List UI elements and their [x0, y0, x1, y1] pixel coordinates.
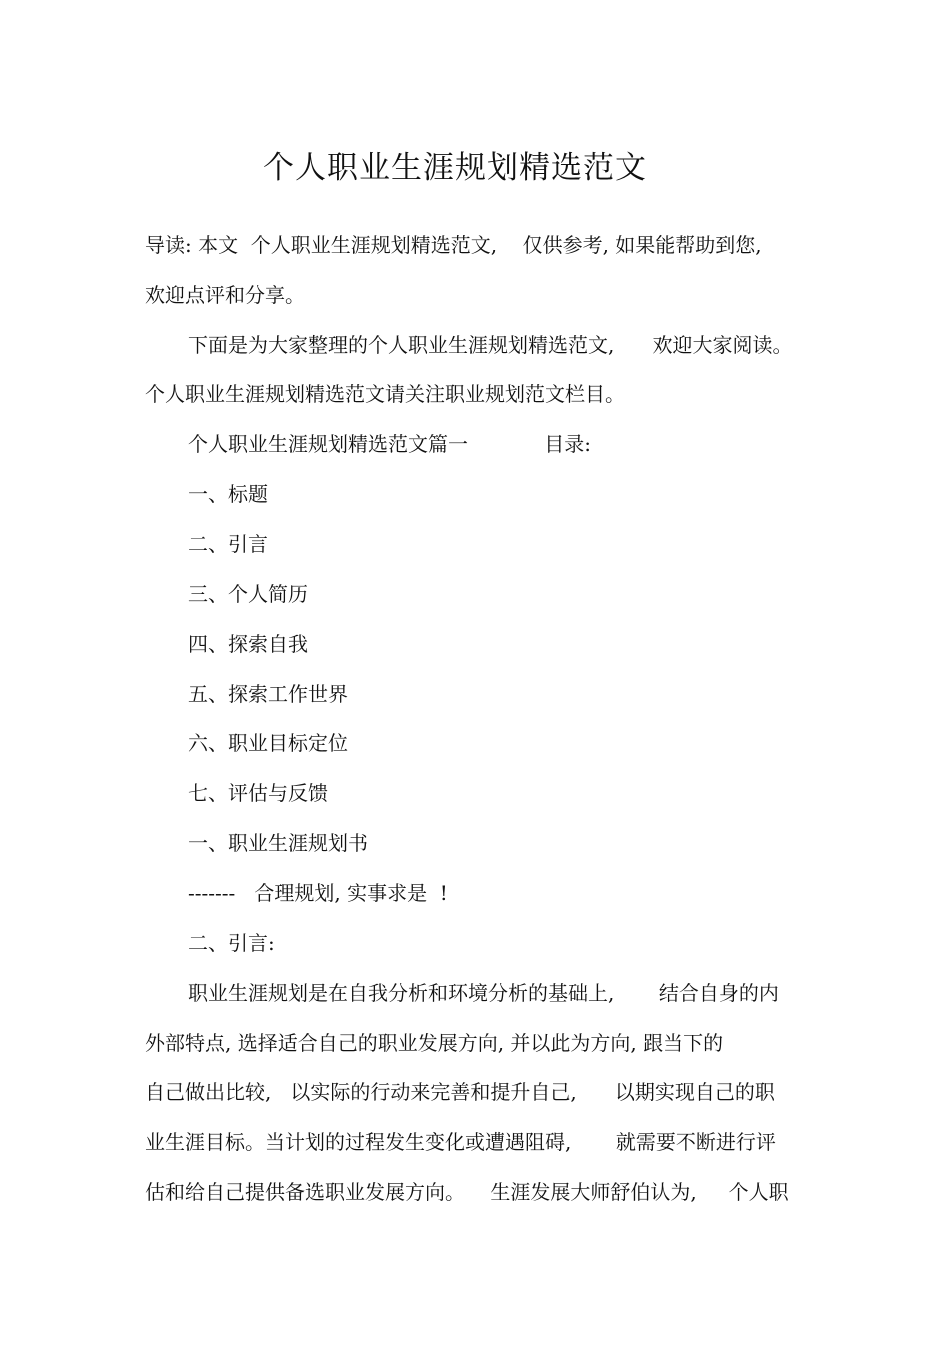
paragraph-line: 外部特点, 选择适合自己的职业发展方向, 并以此为方向, 跟当下的	[145, 1031, 724, 1055]
paragraph-line: 职业生涯规划是在自我分析和环境分析的基础上, 结合自身的内	[188, 981, 779, 1005]
paragraph-line: 自己做出比较, 以实际的行动来完善和提升自己, 以期实现自己的职	[145, 1080, 775, 1104]
section-heading: 二、引言:	[188, 931, 275, 955]
toc-item: 六、职业目标定位	[188, 731, 348, 755]
section-heading: 一、职业生涯规划书	[188, 831, 368, 855]
toc-item: 五、探索工作世界	[188, 682, 348, 706]
document-title: 个人职业生涯规划精选范文	[263, 150, 647, 186]
intro-line-2: 欢迎点评和分享。	[145, 283, 305, 307]
intro-line-1: 导读: 本文 个人职业生涯规划精选范文, 仅供参考, 如果能帮助到您,	[145, 233, 762, 257]
toc-item: 七、评估与反馈	[188, 781, 328, 805]
paragraph-line: 业生涯目标。当计划的过程发生变化或遭遇阻碍, 就需要不断进行评	[145, 1130, 776, 1154]
toc-item: 四、探索自我	[188, 632, 308, 656]
paragraph-line: 估和给自己提供备选职业发展方向。 生涯发展大师舒伯认为, 个人职	[145, 1180, 789, 1204]
toc-heading: 个人职业生涯规划精选范文篇一 目录:	[188, 432, 592, 456]
paragraph-line: 下面是为大家整理的个人职业生涯规划精选范文, 欢迎大家阅读。	[188, 333, 793, 357]
toc-item: 三、个人简历	[188, 582, 308, 606]
section-subheading: ------- 合理规划, 实事求是 !	[188, 881, 448, 905]
toc-item: 二、引言	[188, 532, 268, 556]
paragraph-line: 个人职业生涯规划精选范文请关注职业规划范文栏目。	[145, 382, 625, 406]
toc-item: 一、标题	[188, 482, 268, 506]
